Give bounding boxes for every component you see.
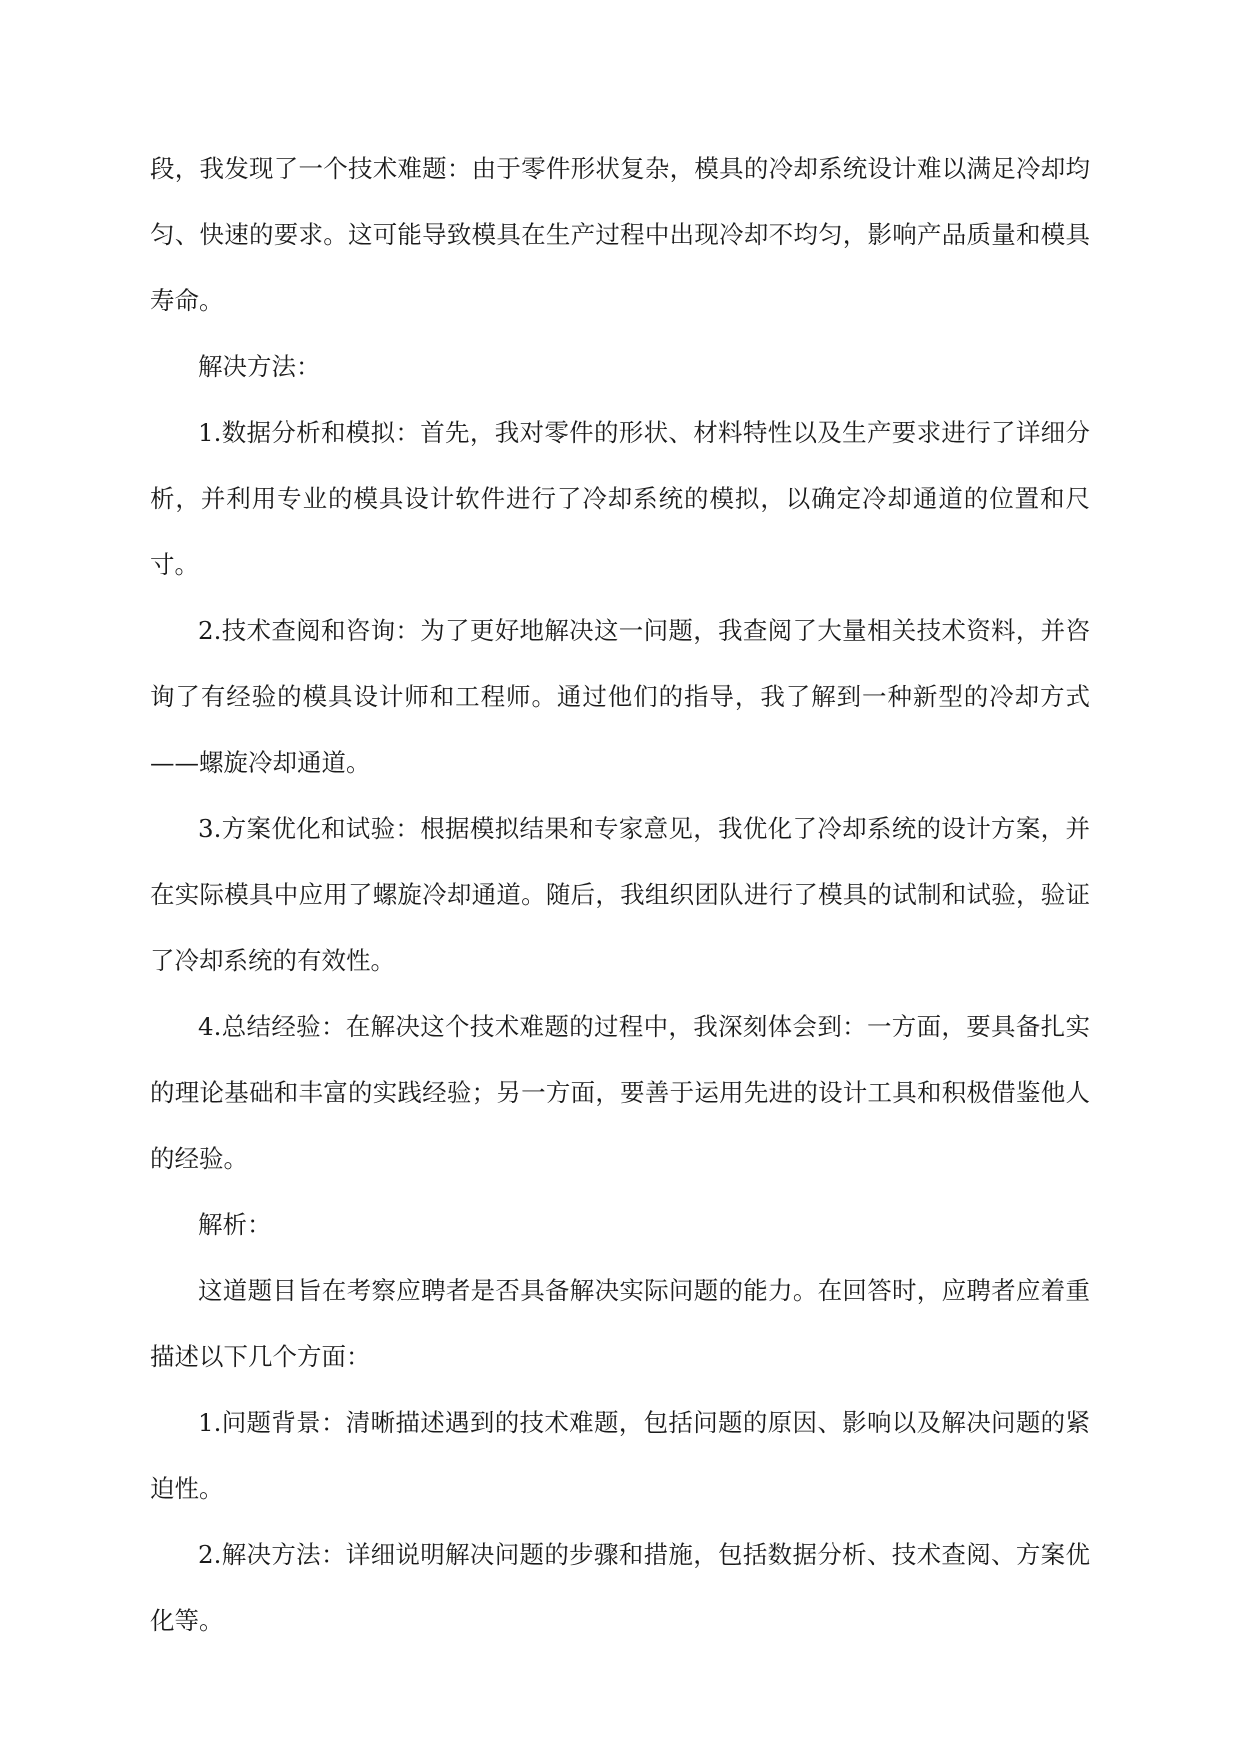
paragraph-analysis-intro: 这道题目旨在考察应聘者是否具备解决实际问题的能力。在回答时，应聘者应着重描述以下几个方面： [150, 1276, 1090, 1371]
heading-solution-method: 解决方法： [198, 352, 321, 381]
paragraph-point-2-method: 2.解决方法：详细说明解决问题的步骤和措施，包括数据分析、技术查阅、方案优化等。 [150, 1540, 1090, 1635]
paragraph-step-2-research: 2.技术查阅和咨询：为了更好地解决这一问题，我查阅了大量相关技术资料，并咨询了有经验的模具设计师和工程师。通过他们的指导，我了解到一种新型的冷却方式——螺旋冷却通道。 [150, 616, 1090, 777]
paragraph-problem-intro: 段，我发现了一个技术难题：由于零件形状复杂，模具的冷却系统设计难以满足冷却均匀、快速的要求。这可能导致模具在生产过程中出现冷却不均匀，影响产品质量和模具寿命。 [150, 154, 1090, 315]
document-body [150, 136, 1090, 1654]
paragraph-step-1-data-analysis: 1.数据分析和模拟：首先，我对零件的形状、材料特性以及生产要求进行了详细分析，并利用专业的模具设计软件进行了冷却系统的模拟，以确定冷却通道的位置和尺寸。 [150, 418, 1090, 579]
paragraph-step-4-summary: 4.总结经验：在解决这个技术难题的过程中，我深刻体会到：一方面，要具备扎实的理论基础和丰富的实践经验；另一方面，要善于运用先进的设计工具和积极借鉴他人的经验。 [150, 1012, 1090, 1173]
heading-analysis: 解析： [198, 1210, 272, 1239]
paragraph-step-3-optimization: 3.方案优化和试验：根据模拟结果和专家意见，我优化了冷却系统的设计方案，并在实际模具中应用了螺旋冷却通道。随后，我组织团队进行了模具的试制和试验，验证了冷却系统的有效性。 [150, 814, 1090, 975]
paragraph-point-1-background: 1.问题背景：清晰描述遇到的技术难题，包括问题的原因、影响以及解决问题的紧迫性。 [150, 1408, 1090, 1503]
